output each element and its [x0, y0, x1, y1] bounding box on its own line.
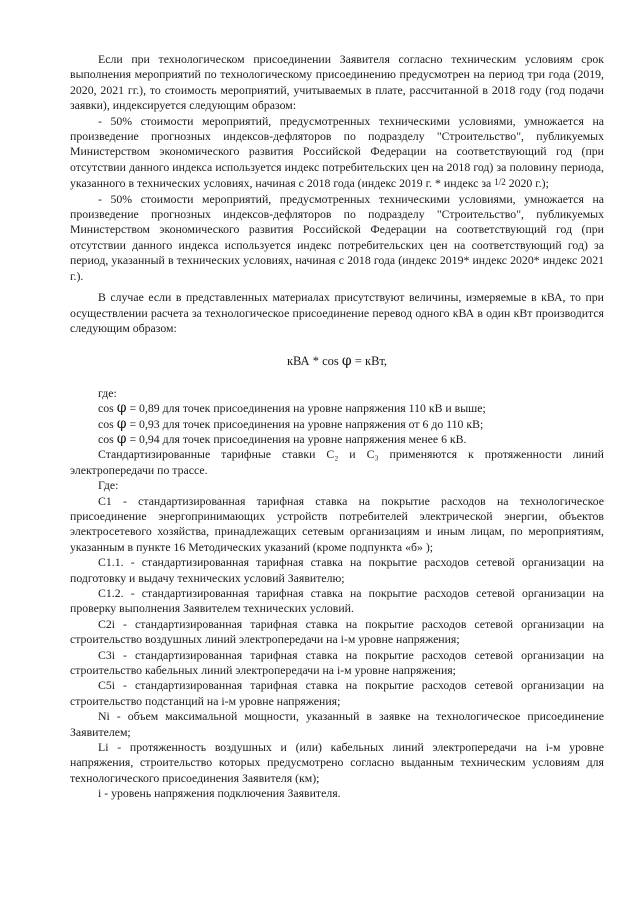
cos-phi-line-2 — [98, 417, 604, 432]
cos-label: cos — [98, 416, 114, 431]
definition-c1-1: С1.1. - стандартизированная тарифная ставка на покрытие расходов сетевой организации на подготовку и выдачу технических условий Заявителю; — [70, 555, 604, 585]
phi-symbol: φ — [116, 400, 127, 417]
cos-value-1: = 0,89 для точек присоединения на уровне напряжения 110 кВ и выше; — [129, 401, 486, 416]
phi-symbol: φ — [116, 430, 127, 447]
paragraph-first-half-end: 2020 г.); — [508, 176, 549, 191]
cos-value-3: = 0,94 для точек присоединения на уровне напряжения менее 6 кВ. — [129, 431, 467, 446]
cos-label: cos — [98, 431, 114, 446]
definition-ni: Ni - объем максимальной мощности, указанный в заявке на технологическое присоединение Заявителем; — [70, 709, 604, 739]
definition-c1: С1 - стандартизированная тарифная ставка на покрытие расходов на технологическое присоединение энергопринимающих устройств потребителей электрической энергии, объектов электросетевого хозяйства, принадлежащих сетевым организациям и иным лицам, по мероприятиям, указанным в пункте 16 Методических указаний (кроме подпункта «б» ); — [70, 493, 604, 554]
definition-c3i: С3i - стандартизированная тарифная ставка на покрытие расходов сетевой организации на строительство кабельных линий электропередачи на i-м уровне напряжения; — [70, 647, 604, 678]
label-where-2: Где: — [98, 478, 119, 493]
paragraph-standard-rates: Стандартизированные тарифные ставки С₂ и С₃ применяются к протяженности линий электропередачи по трассе. — [70, 447, 604, 477]
definition-c2i: С2i - стандартизированная тарифная ставка на покрытие расходов сетевой организации на строительство воздушных линий электропередачи на i-м уровне напряжения; — [70, 616, 604, 647]
definition-c5i: С5i - стандартизированная тарифная ставка на покрытие расходов сетевой организации на строительство подстанций на i-м уровне напряжения; — [70, 678, 604, 708]
paragraph-first-half-index — [70, 114, 604, 192]
cos-phi-line-3 — [98, 432, 604, 447]
conversion-formula — [70, 354, 604, 369]
formula-right: = кВт, — [354, 354, 388, 369]
cos-value-2: = 0,93 для точек присоединения на уровне напряжения от 6 до 110 кВ; — [129, 416, 484, 431]
paragraph-second-half-index: - 50% стоимости мероприятий, предусмотренных техническими условиями, умножается на произведение прогнозных индексов-дефляторов по подразделу "Строительство", публикуемых Министерством экономического развития Российской Федерации на соответствующий год (при отсутствии данного индекса используется индекс потребительских цен на соответствующий год) за период, указанный в технических условиях, начиная с 2018 года (индекс 2019* индекс 2020* индекс 2021 г.). — [70, 191, 604, 283]
cos-phi-line-1 — [98, 401, 604, 416]
fraction-one-half: 1/2 — [494, 177, 506, 188]
definition-li: Li - протяженность воздушных и (или) кабельных линий электропередачи на i-м уровне напряжения, строительство которых предусмотрено согласно выданным техническим условиям для технологического присоединения Заявителя (км); — [70, 740, 604, 785]
cos-label: cos — [98, 401, 114, 416]
paragraph-kva-conversion: В случае если в представленных материалах присутствуют величины, измеряемые в кВА, то при осуществлении расчета за технологическое присоединение перевод одного кВА в один кВт производится следующим образом: — [70, 290, 604, 335]
label-where-1: где: — [98, 385, 117, 400]
document-page — [70, 52, 604, 802]
paragraph-indexation-intro: Если при технологическом присоединении Заявителя согласно техническим условиям срок выполнения мероприятий по технологическому присоединению предусмотрен на период три года (2019, 2020, 2021 гг.), то стоимость мероприятий, учитываемых в плате, рассчитанной в 2018 году (год подачи заявки), индексируется следующим образом: — [70, 52, 604, 113]
paragraph-first-half-text: - 50% стоимости мероприятий, предусмотренных техническими условиями, умножается на произведение прогнозных индексов-дефляторов по подразделу "Строительство", публикуемых Министерством экономического развития Российской Федерации на соответствующий год (при отсутствии данного индекса используется индекс потребительских цен на 2018 год) за половину периода, указанного в технических условиях, начиная с 2018 года (индекс 2019 г. * индекс за — [70, 113, 604, 191]
phi-symbol: φ — [116, 415, 127, 432]
formula-left: кВА * cos — [286, 354, 339, 369]
definition-c1-2: С1.2. - стандартизированная тарифная ставка на покрытие расходов сетевой организации на проверку выполнения Заявителем технических условий. — [70, 586, 604, 616]
formula-phi-symbol: φ — [341, 353, 352, 370]
definition-i: i - уровень напряжения подключения Заявителя. — [98, 786, 341, 801]
